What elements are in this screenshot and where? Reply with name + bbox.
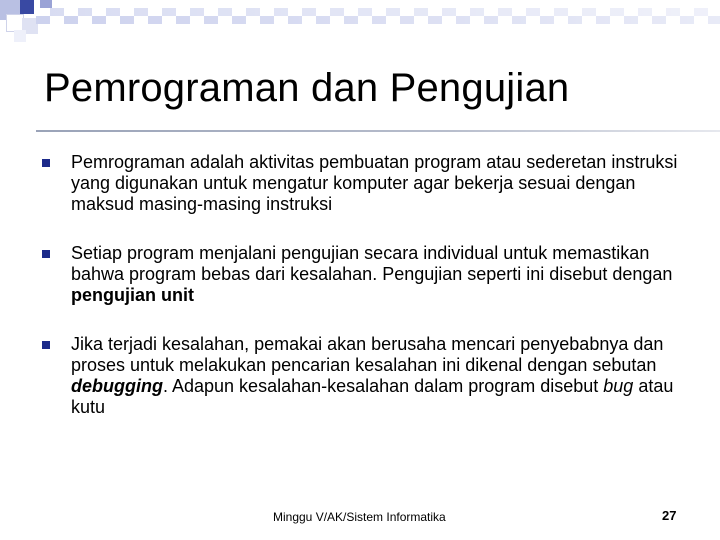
bullet-marker-icon: [42, 341, 50, 349]
header-band-top: [36, 8, 720, 16]
bullet-emphasis: pengujian unit: [71, 285, 194, 305]
bullet-text: atau kutu: [71, 376, 674, 417]
decor-square: [14, 30, 26, 42]
bullet-text: Pemrograman adalah aktivitas pembuatan program atau sederetan instruksi yang digunakan untuk mengatur komputer agar bekerja sesuai dengan maksud masing-masing instruksi: [71, 152, 678, 214]
bullet-text: Jika terjadi kesalahan, pemakai akan berusaha mencari penyebabnya dan proses untuk melakukan pencarian kesalahan ini dikenal dengan sebutan: [71, 334, 664, 375]
bullet-text: Setiap program menjalani pengujian secara individual untuk memastikan bahwa program bebas dari kesalahan. Pengujian seperti ini disebut dengan: [71, 243, 673, 284]
bullet-text: . Adapun kesalahan-kesalahan dalam program disebut: [162, 376, 604, 396]
slide-footer: Minggu V/AK/Sistem Informatika: [273, 510, 446, 524]
slide-title: Pemrograman dan Pengujian: [44, 66, 570, 110]
decor-square: [20, 0, 34, 14]
bullet-item: [42, 152, 682, 215]
bullet-item: [42, 243, 682, 306]
bullet-marker-icon: [42, 159, 50, 167]
bullet-marker-icon: [42, 250, 50, 258]
bullet-item: [42, 334, 682, 418]
title-divider: [36, 130, 720, 132]
bullet-emphasis: bug: [603, 376, 634, 396]
page-number: 27: [662, 508, 677, 523]
bullet-list: [42, 152, 682, 418]
bullet-emphasis: debugging: [71, 376, 163, 396]
